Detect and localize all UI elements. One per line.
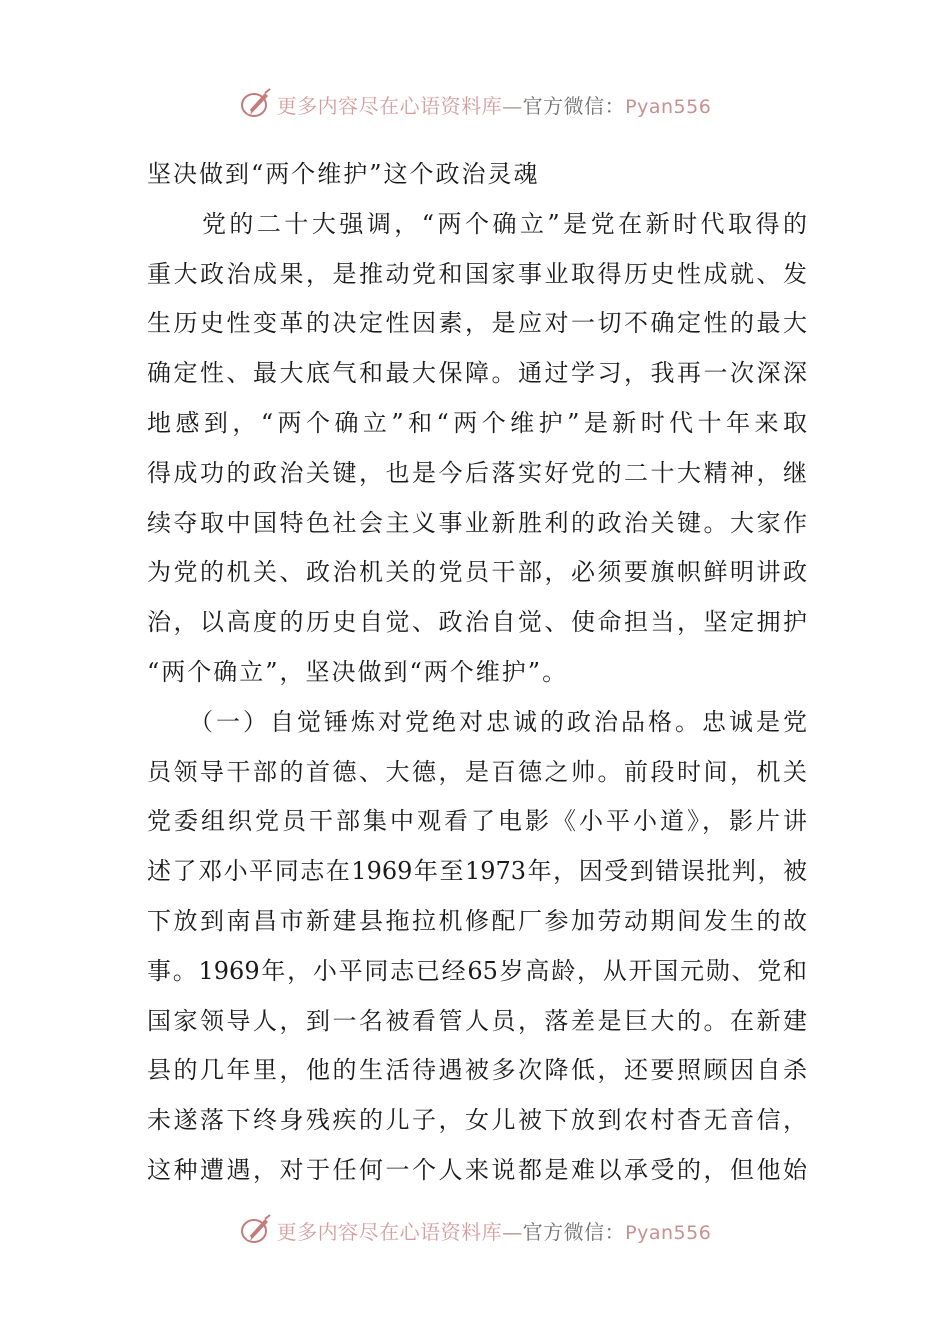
watermark-brand: 更多内容尽在心语资料库 [276,93,503,118]
document-body [147,150,807,1196]
watermark-dash: — [502,93,523,118]
text-line: 未遂落下终身残疾的儿子，女儿被下放到农村杳无音信， [147,1106,807,1135]
watermark-brand: 更多内容尽在心语资料库 [276,1219,503,1244]
quill-pen-logo-icon [239,1213,273,1247]
text-line: “两个确立”，坚决做到“两个维护”。 [147,657,569,686]
text-line: 员领导干部的首德、大德，是百德之帅。前段时间，机关 [147,757,807,786]
text-line: 党的二十大强调，“两个确立”是党在新时代取得的 [147,209,807,238]
text-line: 下放到南昌市新建县拖拉机修配厂参加劳动期间发生的故 [147,906,807,935]
watermark-wechat-id: Pyan556 [625,1221,712,1244]
text-line: 坚决做到“两个维护”这个政治灵魂 [147,160,540,188]
text-line: 这种遭遇，对于任何一个人来说都是难以承受的，但他始 [147,1155,807,1184]
text-line: （一）自觉锤炼对党绝对忠诚的政治品格。忠诚是党 [147,707,807,736]
watermark-official-label: 官方微信： [522,93,626,118]
text-line: 国家领导人，到一名被看管人员，落差是巨大的。在新建 [147,1006,807,1035]
text-line: 得成功的政治关键，也是今后落实好党的二十大精神，继 [147,458,807,487]
text-line: 事。1969年，小平同志已经65岁高龄，从开国元勋、党和 [147,956,807,985]
watermark-text [277,1216,712,1245]
watermark-dash: — [502,1219,523,1244]
text-line: 党委组织党员干部集中观看了电影《小平小道》，影片讲 [147,807,807,836]
footer-watermark [0,1210,950,1250]
text-line: 治，以高度的历史自觉、政治自觉、使命担当，坚定拥护 [147,608,807,637]
watermark-official-label: 官方微信： [522,1219,626,1244]
watermark-wechat-id: Pyan556 [625,95,712,118]
text-line: 述了邓小平同志在1969年至1973年，因受到错误批判，被 [147,857,807,886]
quill-pen-logo-icon [239,87,273,121]
watermark-text [277,90,712,119]
text-line: 重大政治成果，是推动党和国家事业取得历史性成就、发 [147,259,807,288]
text-line: 县的几年里，他的生活待遇被多次降低，还要照顾因自杀 [147,1056,807,1085]
text-line: 为党的机关、政治机关的党员干部，必须要旗帜鲜明讲政 [147,558,807,587]
text-line: 确定性、最大底气和最大保障。通过学习，我再一次深深 [147,359,807,388]
text-line: 续夺取中国特色社会主义事业新胜利的政治关键。大家作 [147,508,807,537]
text-line: 生历史性变革的决定性因素，是应对一切不确定性的最大 [147,309,807,338]
header-watermark [0,84,950,124]
text-line: 地感到，“两个确立”和“两个维护”是新时代十年来取 [147,408,807,437]
